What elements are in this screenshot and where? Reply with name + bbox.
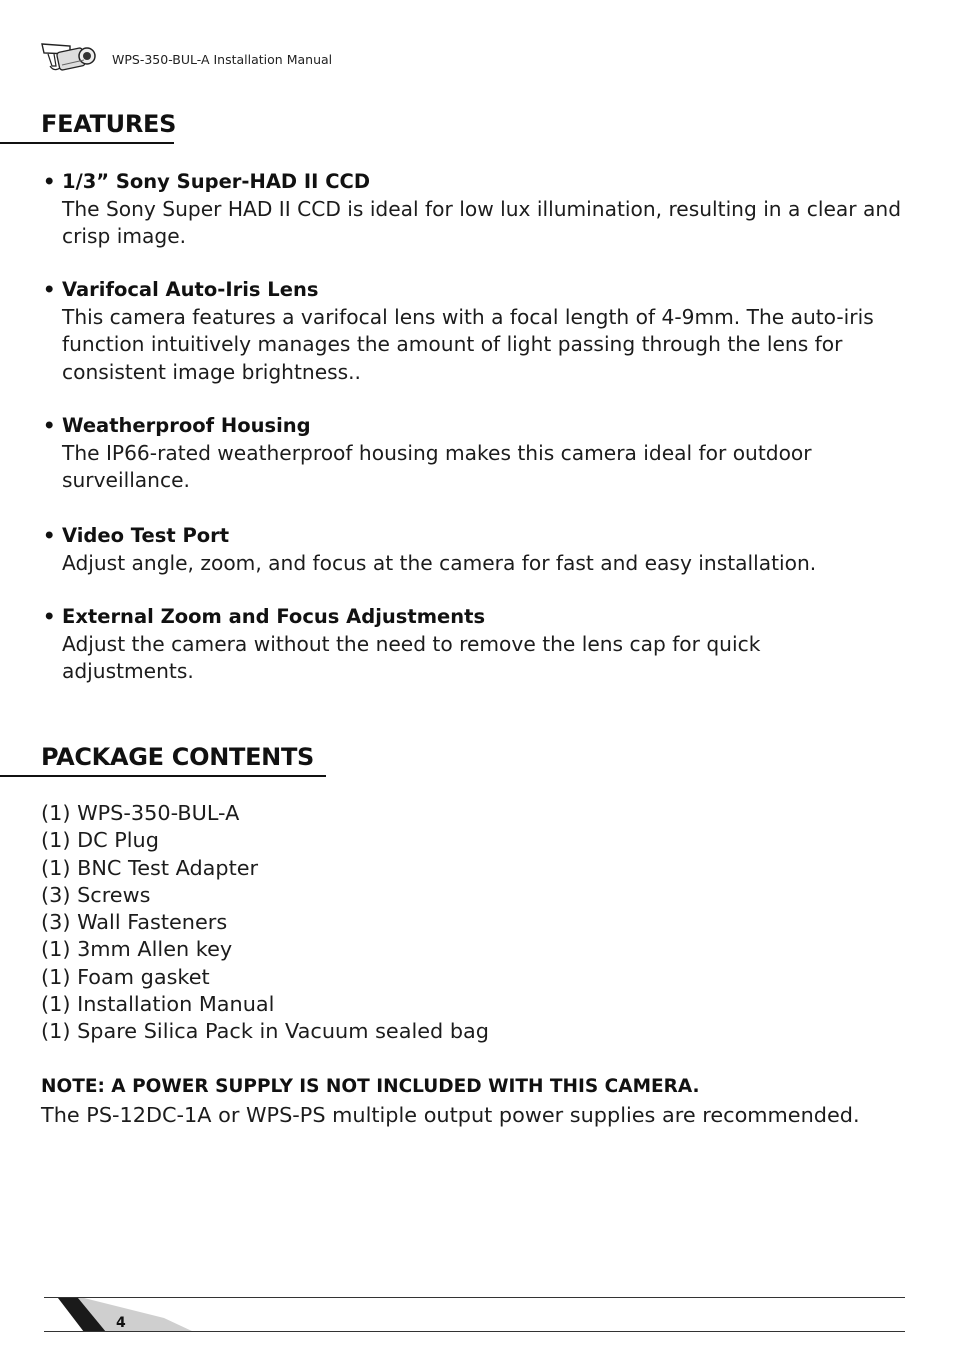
feature-description: The IP66-rated weatherproof housing makes this camera ideal for outdoor surveillance. xyxy=(62,440,812,492)
list-item: (3) Screws xyxy=(41,882,151,907)
list-item: (1) DC Plug xyxy=(41,828,159,853)
power-supply-note xyxy=(41,1073,941,1129)
package-list xyxy=(41,800,489,1046)
features-underline xyxy=(0,142,174,144)
feature-item: • Weatherproof Housing The IP66-rated weatherproof housing makes this camera ideal for outdoor surveillance. xyxy=(43,412,923,495)
feature-title: 1/3” Sony Super-HAD II CCD xyxy=(62,170,371,193)
feature-description: Adjust angle, zoom, and focus at the camera for fast and easy installation. xyxy=(62,550,817,575)
footer-bottom-rule xyxy=(44,1331,905,1332)
feature-item: • Video Test Port Adjust angle, zoom, and focus at the camera for fast and easy installation. xyxy=(43,522,923,577)
footer-corner-graphic xyxy=(44,1298,244,1332)
note-heading: NOTE: A POWER SUPPLY IS NOT INCLUDED WITH THIS CAMERA. xyxy=(41,1076,700,1097)
feature-title: Varifocal Auto-Iris Lens xyxy=(62,278,319,301)
note-text: The PS-12DC-1A or WPS-PS multiple output power supplies are recommended. xyxy=(41,1103,860,1127)
feature-item: • 1/3” Sony Super-HAD II CCD The Sony Super HAD II CCD is ideal for low lux illumination, resulting in a clear and crisp image. xyxy=(43,168,923,251)
document-title: WPS-350-BUL-A Installation Manual xyxy=(112,52,333,67)
feature-description: The Sony Super HAD II CCD is ideal for low lux illumination, resulting in a clear and crisp image. xyxy=(62,196,902,248)
feature-description: Adjust the camera without the need to remove the lens cap for quick adjustments. xyxy=(62,631,761,683)
list-item: (1) Installation Manual xyxy=(41,992,275,1017)
list-item: (1) BNC Test Adapter xyxy=(41,855,259,880)
package-contents-heading: PACKAGE CONTENTS xyxy=(41,743,315,771)
list-item: (1) Spare Silica Pack in Vacuum sealed bag xyxy=(41,1019,489,1044)
feature-title: Video Test Port xyxy=(62,524,230,547)
list-item: (3) Wall Fasteners xyxy=(41,910,228,935)
feature-description: This camera features a varifocal lens with a focal length of 4-9mm. The auto-iris function intuitively manages the amount of light passing through the lens for consistent image brightness.. xyxy=(62,304,874,384)
page-header xyxy=(40,38,540,78)
feature-title: Weatherproof Housing xyxy=(62,414,311,437)
list-item: (1) WPS-350-BUL-A xyxy=(41,801,240,825)
list-item: (1) 3mm Allen key xyxy=(41,937,233,962)
bullet-camera-icon xyxy=(40,38,100,76)
features-heading: FEATURES xyxy=(41,110,177,138)
feature-item: • Varifocal Auto-Iris Lens This camera features a varifocal lens with a focal length of 4-9mm. The auto-iris function intuitively manages the amount of light passing through the lens for consistent image brightness.. xyxy=(43,276,923,386)
package-underline xyxy=(0,775,326,777)
feature-item: • External Zoom and Focus Adjustments Adjust the camera without the need to remove the lens cap for quick adjustments. xyxy=(43,603,923,686)
page-number: 4 xyxy=(116,1315,126,1331)
list-item: (1) Foam gasket xyxy=(41,964,210,989)
feature-title: External Zoom and Focus Adjustments xyxy=(62,605,486,628)
